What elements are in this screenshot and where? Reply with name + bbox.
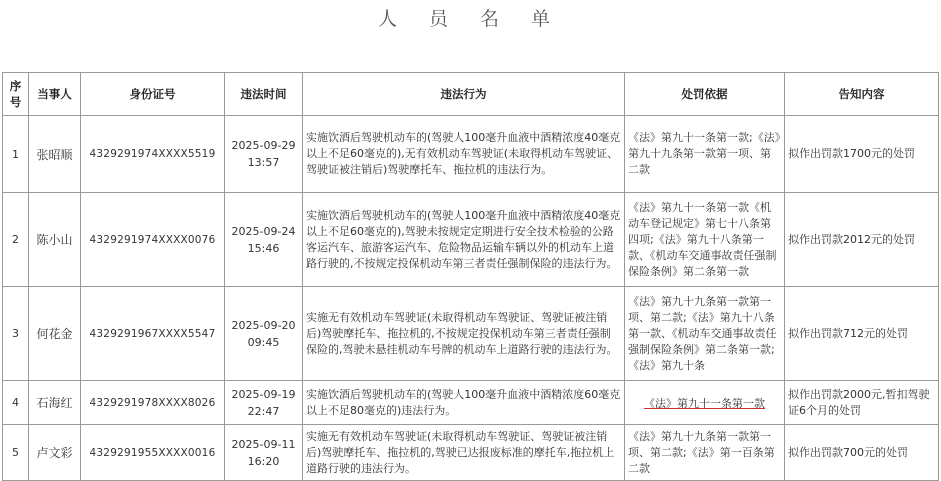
row-index: 1 <box>3 116 29 193</box>
row-behavior: 实施无有效机动车驾驶证(未取得机动车驾驶证、驾驶证被注销后)驾驶摩托车、拖拉机的,驾驶已达报废标准的摩托车,拖拉机上道路行驶的违法行为。 <box>303 425 625 481</box>
page-title: 人 员 名 单 <box>377 8 564 30</box>
row-basis: 《法》第九十一条第一款;《法》第九十九条第一款第一项、第二款 <box>625 116 785 193</box>
row-time <box>225 116 303 193</box>
row-party: 何花金 <box>29 287 81 381</box>
row-index: 4 <box>3 381 29 425</box>
row-clock: 15:46 <box>247 241 280 255</box>
row-basis: 《法》第九十一条第一款《机动车登记规定》第七十八条第四项;《法》第九十八条第一款、《机动车交通事故责任强制保险条例》第二条第一款 <box>625 193 785 287</box>
row-behavior: 实施饮酒后驾驶机动车的(驾驶人100毫升血液中酒精浓度40毫克以上不足60毫克的),无有效机动车驾驶证(未取得机动车驾驶证、驾驶证被注销后)驾驶摩托车、拖拉机的违法行为。 <box>303 116 625 193</box>
row-notice: 拟作出罚款700元的处罚 <box>785 425 939 481</box>
row-party: 石海红 <box>29 381 81 425</box>
row-basis <box>625 381 785 425</box>
row-notice: 拟作出罚款712元的处罚 <box>785 287 939 381</box>
row-id-number: 4329291974XXXX0076 <box>81 193 225 287</box>
header-behavior: 违法行为 <box>303 73 625 116</box>
row-behavior: 实施饮酒后驾驶机动车的(驾驶人100毫升血液中酒精浓度60毫克以上不足80毫克的)违法行为。 <box>303 381 625 425</box>
personnel-table <box>2 72 939 481</box>
row-time <box>225 381 303 425</box>
row-time <box>225 425 303 481</box>
row-basis: 《法》第九十九条第一款第一项、第二款;《法》第一百条第二款 <box>625 425 785 481</box>
row-notice: 拟作出罚款1700元的处罚 <box>785 116 939 193</box>
row-clock: 22:47 <box>247 404 280 418</box>
row-notice: 拟作出罚款2012元的处罚 <box>785 193 939 287</box>
header-party: 当事人 <box>29 73 81 116</box>
row-id-number: 4329291978XXXX8026 <box>81 381 225 425</box>
row-behavior: 实施无有效机动车驾驶证(未取得机动车驾驶证、驾驶证被注销后)驾驶摩托车、拖拉机的,不按规定投保机动车第三者责任强制保险的,驾驶未悬挂机动车号牌的机动车上道路行驶的违法行为。 <box>303 287 625 381</box>
row-time <box>225 193 303 287</box>
row-clock: 09:45 <box>247 335 280 349</box>
row-party: 张昭顺 <box>29 116 81 193</box>
table-row <box>3 116 939 193</box>
header-id-number: 身份证号 <box>81 73 225 116</box>
row-clock: 13:57 <box>247 156 280 169</box>
row-id-number: 4329291967XXXX5547 <box>81 287 225 381</box>
row-date: 2025-09-11 <box>231 437 296 451</box>
row-party: 陈小山 <box>29 193 81 287</box>
row-date: 2025-09-19 <box>231 387 296 401</box>
row-id-number: 4329291955XXXX0016 <box>81 425 225 481</box>
row-basis-text: 《法》第九十一条第一款 <box>644 396 765 410</box>
row-index: 2 <box>3 193 29 287</box>
table-header-row <box>3 73 939 116</box>
row-time <box>225 287 303 381</box>
row-date: 2025-09-20 <box>231 318 296 332</box>
row-behavior: 实施饮酒后驾驶机动车的(驾驶人100毫升血液中酒精浓度40毫克以上不足60毫克的),驾驶未按规定定期进行安全技术检验的公路客运汽车、旅游客运汽车、危险物品运输车辆以外的机动车上道路行驶的,不按规定投保机动车第三者责任强制保险的违法行为。 <box>303 193 625 287</box>
row-clock: 16:20 <box>247 454 280 468</box>
row-basis: 《法》第九十九条第一款第一项、第二款;《法》第九十八条第一款、《机动车交通事故责任强制保险条例》第二条第一款;《法》第九十条 <box>625 287 785 381</box>
row-index: 5 <box>3 425 29 481</box>
header-index: 序号 <box>3 73 29 116</box>
header-time: 违法时间 <box>225 73 303 116</box>
row-index: 3 <box>3 287 29 381</box>
table-row <box>3 193 939 287</box>
table-row <box>3 425 939 481</box>
row-id-number: 4329291974XXXX5519 <box>81 116 225 193</box>
table-row <box>3 381 939 425</box>
header-basis: 处罚依据 <box>625 73 785 116</box>
row-notice: 拟作出罚款2000元,暂扣驾驶证6个月的处罚 <box>785 381 939 425</box>
table-row <box>3 287 939 381</box>
row-date: 2025-09-29 <box>231 139 296 152</box>
row-date: 2025-09-24 <box>231 224 296 238</box>
header-notice: 告知内容 <box>785 73 939 116</box>
row-party: 卢文彩 <box>29 425 81 481</box>
